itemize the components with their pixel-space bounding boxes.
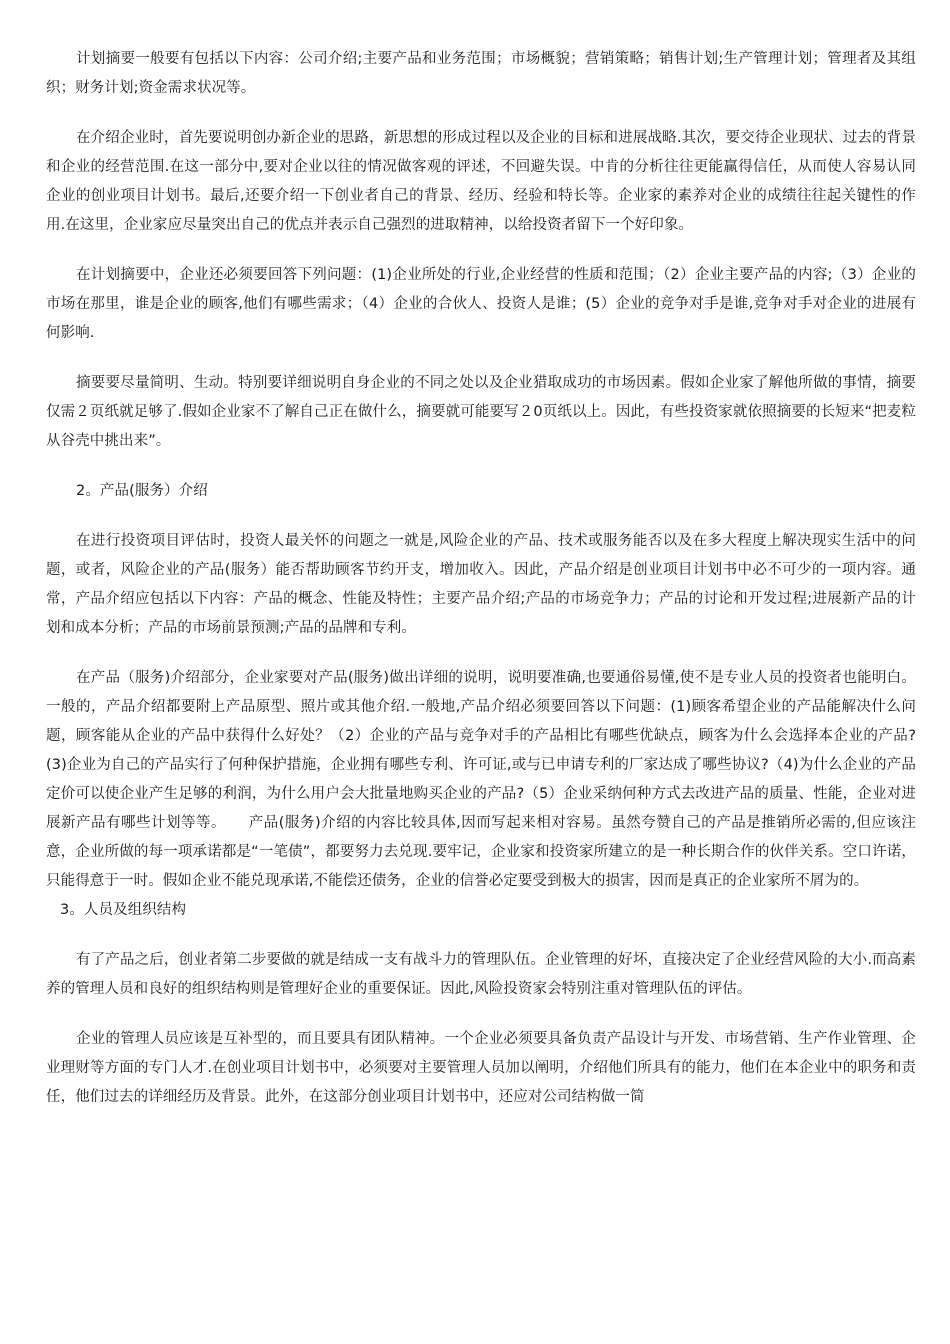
section-heading-product-service: 2。产品(服务）介绍 bbox=[76, 483, 208, 499]
paragraph-product-details: 在产品（服务)介绍部分，企业家要对产品(服务)做出详细的说明，说明要准确,也要通俗易懂,使不是专业人员的投资者也能明白。一般的，产品介绍都要附上产品原型、照片或其他介绍.一般地,产品介绍必须要回答以下问题：(1)顾客希望企业的产品能解决什么问题，顾客能从企业的产品中获得什么好处？（2）企业的产品与竞争对手的产品相比有哪些优缺点，顾客为什么会选择本企业的产品?(3)企业为自己的产品实行了何种保护措施，企业拥有哪些专利、许可证,或与已申请专利的厂家达成了哪些协议?（4)为什么企业的产品定价可以使企业产生足够的利润，为什么用户会大批量地购买企业的产品?（5）企业采纳何种方式去改进产品的质量、性能，企业对进展新产品有哪些计划等等。 产品(服务)介绍的内容比较具体,因而写起来相对容易。虽然夸赞自己的产品是推销所必需的,但应该注意，企业所做的每一项承诺都是“一笔债”，都要努力去兑现.要牢记，企业家和投资家所建立的是一种长期合作的伙伴关系。空口许诺，只能得意于一时。假如企业不能兑现承诺,不能偿还债务，企业的信誉必定要受到极大的损害，因而是真正的企业家所不屑为的。 bbox=[46, 670, 916, 889]
paragraph-management-personnel: 企业的管理人员应该是互补型的，而且要具有团队精神。一个企业必须要具备负责产品设计与开发、市场营销、生产作业管理、企业理财等方面的专门人才.在创业项目计划书中，必须要对主要管理人员加以阐明，介绍他们所具有的能力，他们在本企业中的职务和责任，他们过去的详细经历及背景。此外，在这部分创业项目计划书中，还应对公司结构做一简 bbox=[46, 1031, 916, 1105]
paragraph-company-introduction: 在介绍企业时，首先要说明创办新企业的思路，新思想的形成过程以及企业的目标和进展战略.其次，要交待企业现状、过去的背景和企业的经营范围.在这一部分中,要对企业以往的情况做客观的评述，不回避失误。中肯的分析往往更能赢得信任，从而使人容易认同企业的创业项目计划书。最后,还要介绍一下创业者自己的背景、经历、经验和特长等。企业家的素养对企业的成绩往往起关键性的作用.在这里，企业家应尽量突出自己的优点并表示自己强烈的进取精神，以给投资者留下一个好印象。 bbox=[46, 130, 916, 233]
paragraph-plan-summary-contents: 计划摘要一般要有包括以下内容：公司介绍;主要产品和业务范围；市场概貌；营销策略；销售计划;生产管理计划；管理者及其组织；财务计划;资金需求状况等。 bbox=[46, 51, 916, 96]
paragraph-product-evaluation: 在进行投资项目评估时，投资人最关怀的问题之一就是,风险企业的产品、技术或服务能否以及在多大程度上解决现实生活中的问题，或者，风险企业的产品(服务）能否帮助顾客节约开支，增加收入。因此，产品介绍是创业项目计划书中必不可少的一项内容。通常，产品介绍应包括以下内容：产品的概念、性能及特性；主要产品介绍;产品的市场竞争力；产品的讨论和开发过程;进展新产品的计划和成本分析；产品的市场前景预测;产品的品牌和专利。 bbox=[46, 533, 916, 636]
section-heading-personnel-structure: 3。人员及组织结构 bbox=[60, 902, 187, 918]
paragraph-summary-length: 摘要要尽量简明、生动。特别要详细说明自身企业的不同之处以及企业猎取成功的市场因素。假如企业家了解他所做的事情，摘要仅需２页纸就足够了.假如企业家不了解自己正在做什么，摘要就可能要写２0页纸以上。因此，有些投资家就依照摘要的长短来“把麦粒从谷壳中挑出来”。 bbox=[46, 375, 916, 449]
document-page bbox=[46, 45, 916, 1112]
paragraph-management-team: 有了产品之后，创业者第二步要做的就是结成一支有战斗力的管理队伍。企业管理的好坏，直接决定了企业经营风险的大小.而高素养的管理人员和良好的组织结构则是管理好企业的重要保证。因此,风险投资家会特别注重对管理队伍的评估。 bbox=[46, 952, 916, 997]
paragraph-summary-questions: 在计划摘要中，企业还必须要回答下列问题：(1)企业所处的行业,企业经营的性质和范围；（2）企业主要产品的内容;（3）企业的市场在那里，谁是企业的顾客,他们有哪些需求；（4）企业的合伙人、投资人是谁；(5）企业的竞争对手是谁,竞争对手对企业的进展有何影响. bbox=[46, 267, 916, 341]
